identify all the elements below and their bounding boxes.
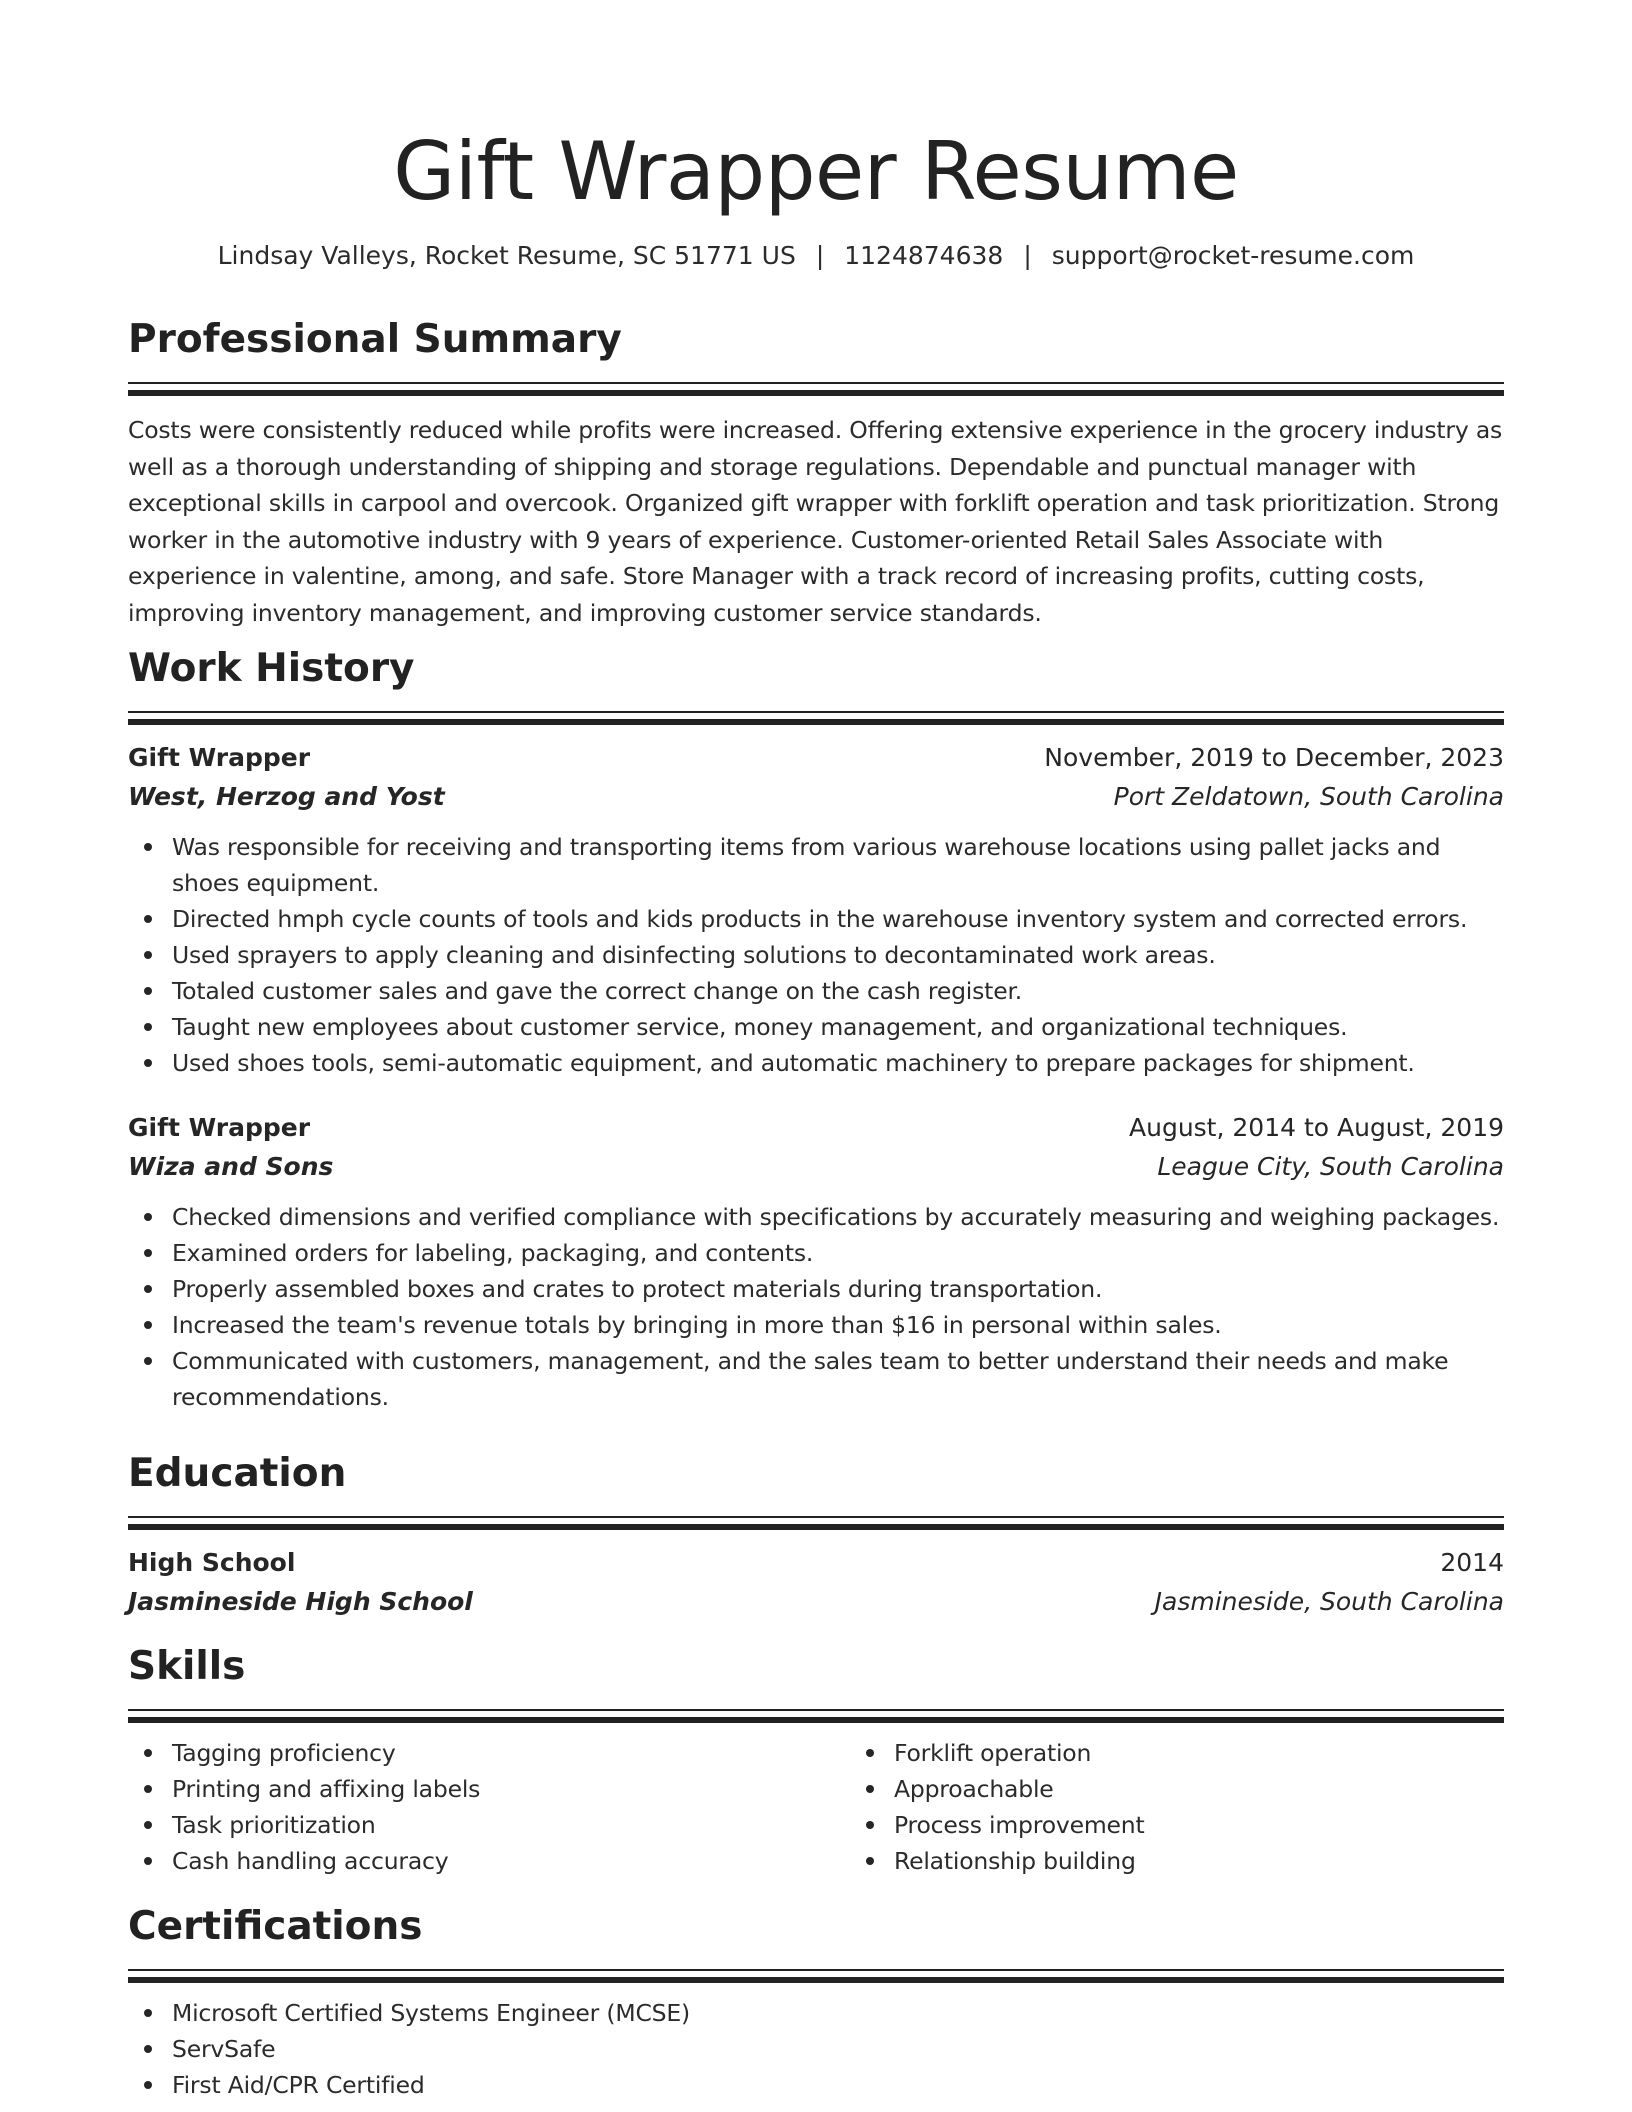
duty-item: Used shoes tools, semi-automatic equipment, and automatic machinery to prepare packages for shipment.: [172, 1045, 1504, 1081]
education-location: Jasmineside, South Carolina: [1154, 1587, 1504, 1616]
education-section: [128, 1450, 1504, 1622]
skill-item: Forklift operation: [894, 1735, 1572, 1771]
contact-email: support@rocket-resume.com: [1051, 241, 1415, 270]
job-title: Gift Wrapper: [128, 743, 311, 772]
job-duties: [128, 1199, 1504, 1415]
section-title-certifications: Certifications: [128, 1904, 423, 1949]
job-title: Gift Wrapper: [128, 1113, 311, 1142]
education-entry: [128, 1544, 1504, 1622]
contact-phone: 1124874638: [844, 241, 1004, 270]
work-history-section: [128, 645, 1504, 1415]
job-location: Port Zeldatown, South Carolina: [1113, 782, 1504, 811]
duty-item: Totaled customer sales and gave the correct change on the cash register.: [172, 973, 1504, 1009]
duty-item: Taught new employees about customer service, money management, and organizational techniques.: [172, 1009, 1504, 1045]
skills-list-left: [128, 1735, 850, 1879]
summary-text: Costs were consistently reduced while profits were increased. Offering extensive experience in the grocery industry as well as a thorough understanding of shipping and storage regulations. Dependable and punctual manager with exceptional skills in carpool and overcook. Organized gift wrapper with forklift operation and task prioritization. Strong worker in the automotive industry with 9 years of experience. Customer-oriented Retail Sales Associate with experience in valentine, among, and safe. Store Manager with a track record of increasing profits, cutting costs, improving inventory management, and improving customer service standards.: [128, 416, 1503, 627]
section-title-skills: Skills: [128, 1644, 246, 1689]
skill-item: Relationship building: [894, 1843, 1572, 1879]
duty-item: Directed hmph cycle counts of tools and kids products in the warehouse inventory system and corrected errors.: [172, 901, 1504, 937]
certifications-section: [128, 1903, 1504, 2103]
education-school: Jasmineside High School: [128, 1587, 473, 1616]
skill-item: Approachable: [894, 1771, 1572, 1807]
section-title-work: Work History: [128, 646, 415, 691]
summary-section: [128, 316, 1504, 631]
contact-separator: |: [1023, 241, 1032, 270]
job-entry: [128, 1109, 1504, 1415]
skill-item: Process improvement: [894, 1807, 1572, 1843]
skills-grid: [128, 1723, 1504, 1879]
section-divider: [128, 711, 1504, 725]
certification-item: Microsoft Certified Systems Engineer (MCSE): [172, 1995, 1504, 2031]
certification-item: First Aid/CPR Certified: [172, 2067, 1504, 2103]
section-title-summary: Professional Summary: [128, 317, 622, 362]
job-entry: [128, 739, 1504, 1081]
certification-item: ServSafe: [172, 2031, 1504, 2067]
contact-address: Lindsay Valleys, Rocket Resume, SC 51771 US: [217, 241, 796, 270]
skill-item: Cash handling accuracy: [172, 1843, 850, 1879]
duty-item: Examined orders for labeling, packaging, and contents.: [172, 1235, 1504, 1271]
duty-item: Was responsible for receiving and transporting items from various warehouse locations using pallet jacks and shoes equipment.: [172, 829, 1504, 901]
certifications-list: [128, 1995, 1504, 2103]
duty-item: Used sprayers to apply cleaning and disinfecting solutions to decontaminated work areas.: [172, 937, 1504, 973]
skill-item: Task prioritization: [172, 1807, 850, 1843]
section-title-education: Education: [128, 1451, 347, 1496]
education-year: 2014: [1440, 1548, 1504, 1577]
skills-section: [128, 1643, 1504, 1879]
section-divider: [128, 1516, 1504, 1530]
duty-item: Increased the team's revenue totals by bringing in more than $16 in personal within sales.: [172, 1307, 1504, 1343]
skill-item: Tagging proficiency: [172, 1735, 850, 1771]
section-divider: [128, 382, 1504, 396]
section-divider: [128, 1969, 1504, 1983]
duty-item: Properly assembled boxes and crates to protect materials during transportation.: [172, 1271, 1504, 1307]
job-company: West, Herzog and Yost: [128, 782, 445, 811]
job-location: League City, South Carolina: [1157, 1152, 1504, 1181]
skills-list-right: [850, 1735, 1572, 1879]
contact-separator: |: [815, 241, 825, 270]
education-degree: High School: [128, 1548, 296, 1577]
job-duties: [128, 829, 1504, 1081]
resume-title: Gift Wrapper Resume: [393, 125, 1239, 218]
duty-item: Communicated with customers, management, and the sales team to better understand their needs and make recommendations.: [172, 1343, 1504, 1415]
job-dates: November, 2019 to December, 2023: [1044, 743, 1504, 772]
job-company: Wiza and Sons: [128, 1152, 334, 1181]
skill-item: Printing and affixing labels: [172, 1771, 850, 1807]
duty-item: Checked dimensions and verified compliance with specifications by accurately measuring and weighing packages.: [172, 1199, 1504, 1235]
resume-content: [128, 0, 1504, 2099]
section-divider: [128, 1709, 1504, 1723]
contact-line: [128, 240, 1504, 272]
job-dates: August, 2014 to August, 2019: [1129, 1113, 1504, 1142]
